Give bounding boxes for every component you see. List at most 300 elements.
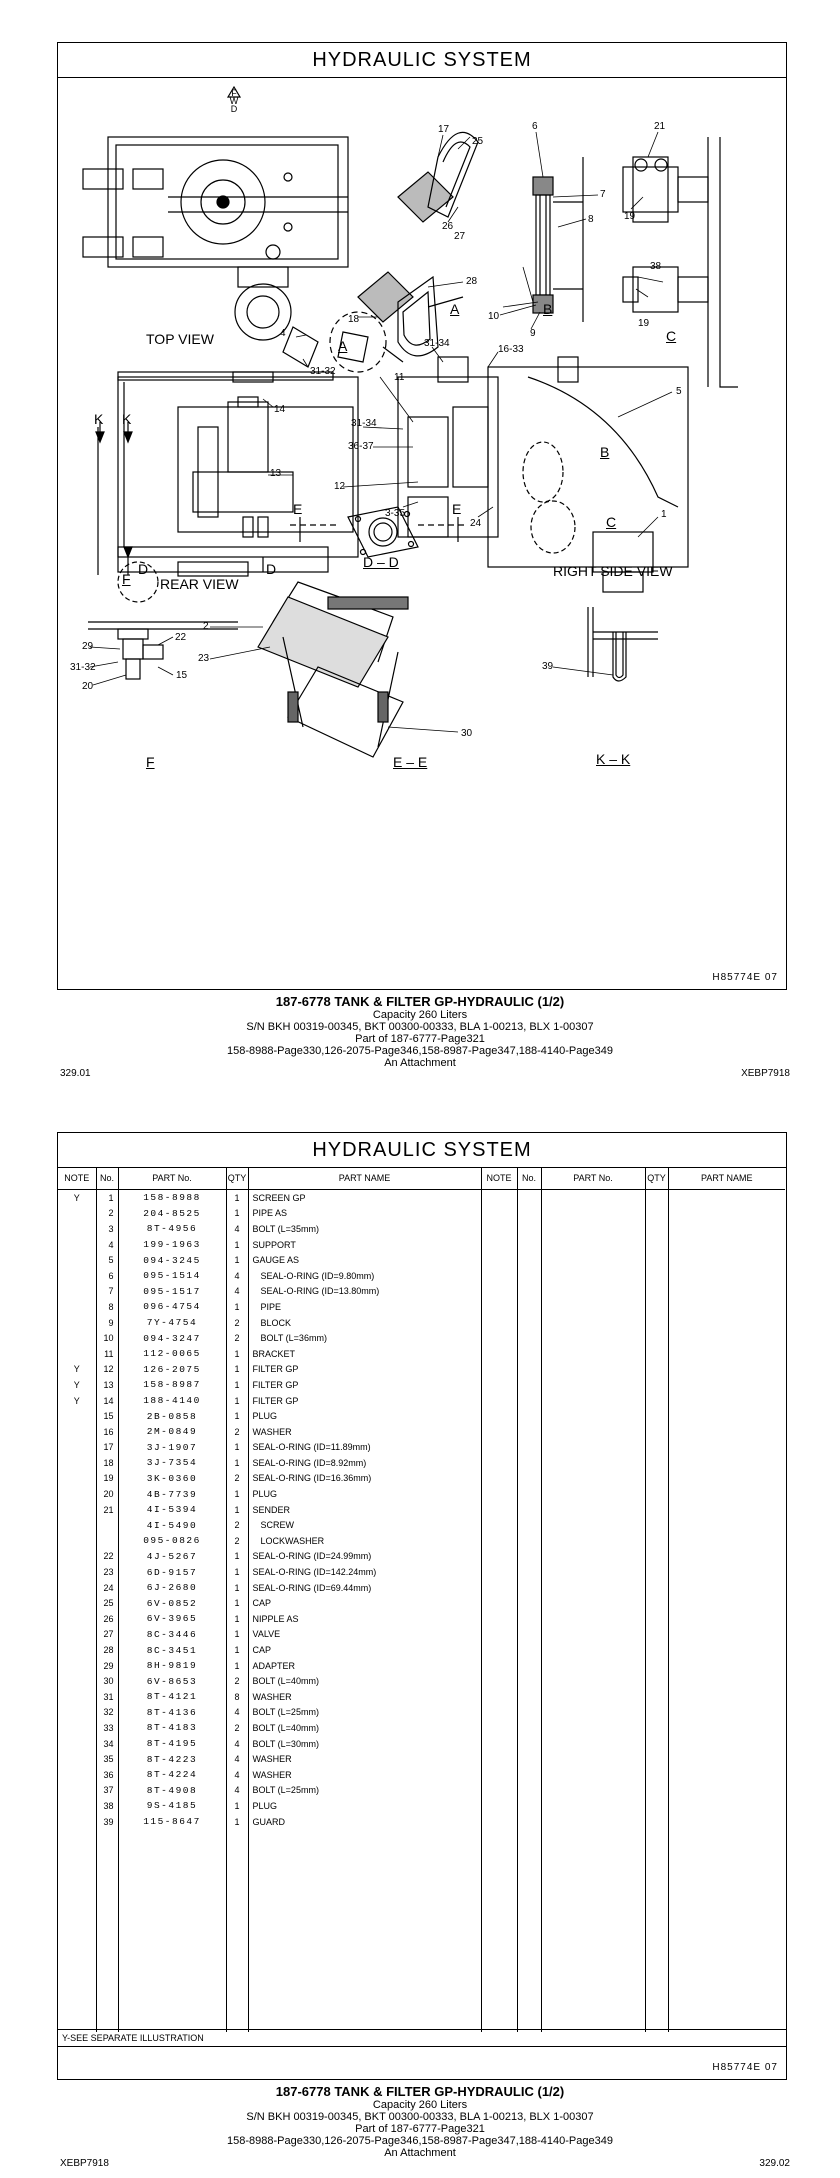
empty-cell [541, 1970, 645, 1986]
empty-cell [481, 1533, 517, 1549]
caption-capacity: Capacity 260 Liters [372, 2099, 468, 2111]
table-row [58, 1549, 785, 1565]
cell-no: 36 [96, 1767, 118, 1783]
callout: 20 [82, 681, 94, 692]
callout: 4 [280, 328, 286, 339]
empty-cell [517, 1798, 541, 1814]
cell-pn: 188-4140 [118, 1393, 226, 1409]
cell-pn: 4I-5394 [118, 1502, 226, 1518]
empty-cell [481, 1783, 517, 1799]
empty-cell [645, 1284, 668, 1300]
empty-cell [481, 1798, 517, 1814]
empty-cell [668, 1533, 785, 1549]
cell-name [248, 1939, 481, 1955]
cell-note [58, 2001, 96, 2017]
cell-no: 30 [96, 1673, 118, 1689]
empty-cell [668, 1611, 785, 1627]
empty-cell [541, 1408, 645, 1424]
table-row [58, 1252, 785, 1268]
empty-cell [541, 1658, 645, 1674]
cell-name: LOCKWASHER [248, 1533, 481, 1549]
callout: 29 [82, 641, 94, 652]
cell-qty: 1 [226, 1377, 248, 1393]
section-d-left: D [138, 561, 149, 577]
cell-pn: 6V-0852 [118, 1595, 226, 1611]
cell-qty: 1 [226, 1814, 248, 1830]
empty-cell [668, 1237, 785, 1253]
cell-no: 2 [96, 1206, 118, 1222]
empty-cell [517, 1985, 541, 2001]
cell-name [248, 2001, 481, 2017]
empty-cell [517, 1206, 541, 1222]
cell-name: SCREW [248, 1517, 481, 1533]
cell-note [58, 1923, 96, 1939]
cell-no: 32 [96, 1705, 118, 1721]
figure-code: H85774E 07 [712, 972, 778, 983]
empty-cell [645, 1595, 668, 1611]
cell-no: 22 [96, 1549, 118, 1565]
empty-cell [541, 1923, 645, 1939]
cell-name [248, 1954, 481, 1970]
cell-pn: 9S-4185 [118, 1798, 226, 1814]
empty-cell [481, 1221, 517, 1237]
col-part-name-2: PART NAME [668, 1167, 785, 1190]
cell-note [58, 1502, 96, 1518]
table-row [58, 1440, 785, 1456]
table-row [58, 1907, 785, 1923]
callout: 12 [334, 481, 346, 492]
cell-qty: 4 [226, 1221, 248, 1237]
cell-no: 6 [96, 1268, 118, 1284]
callout: 15 [176, 670, 188, 681]
cell-no: 25 [96, 1595, 118, 1611]
cell-no: 13 [96, 1377, 118, 1393]
empty-cell [481, 1985, 517, 2001]
empty-cell [517, 1221, 541, 1237]
cell-no [96, 1533, 118, 1549]
empty-cell [541, 1471, 645, 1487]
cell-name [248, 1985, 481, 2001]
empty-cell [541, 1486, 645, 1502]
empty-cell [517, 1642, 541, 1658]
empty-cell [645, 1221, 668, 1237]
empty-cell [668, 1798, 785, 1814]
cell-no: 34 [96, 1736, 118, 1752]
cell-name [248, 1845, 481, 1861]
table-row [58, 1580, 785, 1596]
empty-cell [481, 1642, 517, 1658]
table-row [58, 1362, 785, 1378]
empty-cell [541, 1751, 645, 1767]
table-row [58, 1221, 785, 1237]
empty-cell [517, 1907, 541, 1923]
table-row [58, 1393, 785, 1409]
right-side-view-label: RIGHT SIDE VIEW [553, 563, 673, 579]
cell-note [58, 1440, 96, 1456]
callout: 18 [348, 314, 360, 325]
cell-note [58, 1705, 96, 1721]
empty-cell [517, 1689, 541, 1705]
cell-no [96, 1954, 118, 1970]
cell-note [58, 1408, 96, 1424]
empty-cell [668, 1876, 785, 1892]
empty-cell [481, 1284, 517, 1300]
table-row [58, 1533, 785, 1549]
table-row [58, 1876, 785, 1892]
empty-cell [645, 1190, 668, 1206]
empty-cell [668, 1517, 785, 1533]
cell-pn: 8T-4223 [118, 1751, 226, 1767]
cell-pn: 6V-8653 [118, 1673, 226, 1689]
cell-qty: 1 [226, 1549, 248, 1565]
cell-pn: 8H-9819 [118, 1658, 226, 1674]
cell-note [58, 1658, 96, 1674]
cell-note: Y [58, 1362, 96, 1378]
section-kk-label: K – K [596, 751, 631, 767]
empty-cell [541, 1876, 645, 1892]
cell-note [58, 1221, 96, 1237]
caption-serial: S/N BKH 00319-00345, BKT 00300-00333, BLA 1-00213, BLX 1-00307 [246, 1021, 594, 1033]
cell-qty: 1 [226, 1237, 248, 1253]
cell-name: BRACKET [248, 1346, 481, 1362]
empty-cell [481, 1393, 517, 1409]
cell-qty: 2 [226, 1330, 248, 1346]
empty-cell [645, 1627, 668, 1643]
empty-cell [645, 1923, 668, 1939]
footnote-divider-lower [58, 2046, 786, 2047]
empty-cell [481, 1720, 517, 1736]
cell-qty: 4 [226, 1268, 248, 1284]
cell-no: 29 [96, 1658, 118, 1674]
empty-cell [517, 1595, 541, 1611]
empty-cell [668, 1720, 785, 1736]
empty-cell [668, 1580, 785, 1596]
empty-cell [668, 1377, 785, 1393]
empty-cell [541, 2001, 645, 2017]
cell-name: FILTER GP [248, 1377, 481, 1393]
cell-pn: 6D-9157 [118, 1564, 226, 1580]
empty-cell [645, 2001, 668, 2017]
table-row [58, 1798, 785, 1814]
empty-cell [668, 1206, 785, 1222]
empty-cell [645, 1720, 668, 1736]
empty-cell [645, 1206, 668, 1222]
empty-cell [481, 1627, 517, 1643]
cell-qty [226, 1845, 248, 1861]
cell-note [58, 1861, 96, 1877]
cell-name: CAP [248, 1595, 481, 1611]
callout: 38 [650, 261, 662, 272]
cell-name: GUARD [248, 1814, 481, 1830]
empty-cell [645, 1939, 668, 1955]
col-no: No. [96, 1167, 118, 1190]
cell-no [96, 1907, 118, 1923]
empty-cell [668, 1736, 785, 1752]
empty-cell [645, 1767, 668, 1783]
table-row [58, 1190, 785, 1206]
callout: 17 [438, 124, 450, 135]
parts-table [58, 1167, 785, 2032]
callout: 25 [472, 136, 484, 147]
cell-qty: 1 [226, 1455, 248, 1471]
cell-no: 5 [96, 1252, 118, 1268]
table-row [58, 1377, 785, 1393]
table-row [58, 1502, 785, 1518]
cell-qty: 4 [226, 1751, 248, 1767]
empty-cell [541, 1237, 645, 1253]
cell-note [58, 1580, 96, 1596]
cell-pn [118, 1907, 226, 1923]
empty-cell [481, 1424, 517, 1440]
cell-note [58, 1673, 96, 1689]
cell-pn: 3J-1907 [118, 1440, 226, 1456]
empty-cell [481, 1939, 517, 1955]
cell-qty: 4 [226, 1284, 248, 1300]
empty-cell [645, 1985, 668, 2001]
parts-body [58, 1190, 785, 2033]
table-row [58, 1330, 785, 1346]
cell-note [58, 1206, 96, 1222]
empty-cell [517, 1549, 541, 1565]
empty-cell [668, 1892, 785, 1908]
empty-cell [541, 1330, 645, 1346]
table-row [58, 1346, 785, 1362]
cell-qty: 4 [226, 1736, 248, 1752]
empty-cell [541, 1783, 645, 1799]
empty-cell [517, 1580, 541, 1596]
empty-cell [541, 1861, 645, 1877]
footnote: Y-SEE SEPARATE ILLUSTRATION [62, 2033, 204, 2043]
cell-pn [118, 1923, 226, 1939]
empty-cell [645, 1845, 668, 1861]
table-row [58, 1673, 785, 1689]
cell-note [58, 1720, 96, 1736]
cell-no [96, 1985, 118, 2001]
empty-cell [645, 1892, 668, 1908]
empty-cell [541, 1377, 645, 1393]
empty-cell [668, 1970, 785, 1986]
cell-note [58, 1533, 96, 1549]
cell-qty: 1 [226, 1502, 248, 1518]
empty-cell [541, 1611, 645, 1627]
callout: 3-35 [385, 508, 406, 519]
empty-cell [668, 1861, 785, 1877]
col-note: NOTE [58, 1167, 96, 1190]
empty-cell [668, 1190, 785, 1206]
empty-cell [517, 1892, 541, 1908]
empty-cell [645, 1408, 668, 1424]
cell-note [58, 1814, 96, 1830]
empty-cell [541, 1580, 645, 1596]
cell-name: GAUGE AS [248, 1252, 481, 1268]
empty-cell [517, 1440, 541, 1456]
cell-pn: 8T-4224 [118, 1767, 226, 1783]
cell-qty: 1 [226, 1486, 248, 1502]
empty-cell [668, 1408, 785, 1424]
cell-note [58, 1783, 96, 1799]
empty-cell [645, 1455, 668, 1471]
cell-pn: 095-1517 [118, 1284, 226, 1300]
table-row [58, 1268, 785, 1284]
callout: 11 [394, 372, 405, 383]
callout: 31-34 [351, 418, 377, 429]
cell-pn: 158-8988 [118, 1190, 226, 1206]
callout: 28 [466, 276, 478, 287]
cell-note [58, 1549, 96, 1565]
empty-cell [481, 1876, 517, 1892]
empty-cell [481, 1705, 517, 1721]
empty-cell [668, 1549, 785, 1565]
cell-pn: 7Y-4754 [118, 1315, 226, 1331]
table-row [58, 2001, 785, 2017]
empty-cell [645, 1502, 668, 1518]
empty-cell [517, 1814, 541, 1830]
empty-cell [541, 1627, 645, 1643]
cell-name: BOLT (L=35mm) [248, 1221, 481, 1237]
empty-cell [481, 1845, 517, 1861]
empty-cell [481, 1190, 517, 1206]
cell-note [58, 1268, 96, 1284]
cell-no: 39 [96, 1814, 118, 1830]
empty-cell [541, 1907, 645, 1923]
empty-cell [481, 1595, 517, 1611]
cell-no: 3 [96, 1221, 118, 1237]
cell-name: PLUG [248, 1798, 481, 1814]
empty-cell [668, 1814, 785, 1830]
cell-qty [226, 1970, 248, 1986]
empty-cell [645, 1705, 668, 1721]
cell-qty: 4 [226, 1783, 248, 1799]
callout: 21 [654, 121, 666, 132]
cell-note [58, 1346, 96, 1362]
cell-note [58, 1611, 96, 1627]
cell-pn: 8T-4195 [118, 1736, 226, 1752]
cell-no [96, 1845, 118, 1861]
cell-no: 19 [96, 1471, 118, 1487]
empty-cell [541, 1689, 645, 1705]
callout: 2 [203, 621, 209, 632]
callout: 27 [454, 231, 466, 242]
empty-cell [541, 1705, 645, 1721]
empty-cell [645, 1330, 668, 1346]
empty-cell [541, 1954, 645, 1970]
caption-title: 187-6778 TANK & FILTER GP-HYDRAULIC (1/2) [275, 994, 565, 1009]
empty-cell [517, 1330, 541, 1346]
table-row [58, 1564, 785, 1580]
page-code-left: XEBP7918 [60, 2158, 109, 2169]
rear-view-label: REAR VIEW [160, 576, 239, 592]
cell-note [58, 1907, 96, 1923]
cell-name: SEAL-O-RING (ID=16.36mm) [248, 1471, 481, 1487]
cell-pn: 096-4754 [118, 1299, 226, 1315]
cell-qty: 1 [226, 1190, 248, 1206]
cell-qty [226, 1985, 248, 2001]
empty-cell [517, 1486, 541, 1502]
cell-name: SEAL-O-RING (ID=11.89mm) [248, 1440, 481, 1456]
empty-cell [481, 1206, 517, 1222]
cell-no: 26 [96, 1611, 118, 1627]
cell-no: 20 [96, 1486, 118, 1502]
cell-note [58, 1330, 96, 1346]
cell-qty [226, 1954, 248, 1970]
empty-cell [517, 1393, 541, 1409]
table-row [58, 1814, 785, 1830]
empty-cell [481, 1299, 517, 1315]
empty-cell [668, 1284, 785, 1300]
footnote-divider [58, 2029, 786, 2030]
cell-no: 33 [96, 1720, 118, 1736]
empty-cell [668, 1268, 785, 1284]
empty-cell [517, 1362, 541, 1378]
cell-no [96, 1876, 118, 1892]
empty-cell [645, 1580, 668, 1596]
empty-cell [517, 1954, 541, 1970]
empty-cell [541, 1517, 645, 1533]
empty-cell [517, 1767, 541, 1783]
callout: 31-32 [310, 366, 336, 377]
cell-name: BOLT (L=30mm) [248, 1736, 481, 1752]
empty-cell [668, 1424, 785, 1440]
empty-cell [668, 1829, 785, 1845]
table-row [58, 1720, 785, 1736]
cell-note [58, 1455, 96, 1471]
empty-cell [668, 1767, 785, 1783]
table-row [58, 1658, 785, 1674]
cell-pn: 8C-3451 [118, 1642, 226, 1658]
table-row [58, 1299, 785, 1315]
callout: 23 [198, 653, 210, 664]
empty-cell [481, 1923, 517, 1939]
cell-no: 1 [96, 1190, 118, 1206]
empty-cell [668, 1658, 785, 1674]
cell-pn [118, 1861, 226, 1877]
empty-cell [517, 1845, 541, 1861]
empty-cell [517, 1783, 541, 1799]
empty-cell [541, 1424, 645, 1440]
cell-qty: 1 [226, 1798, 248, 1814]
empty-cell [541, 1533, 645, 1549]
callout: 16-33 [498, 344, 524, 355]
parts-list-page [0, 1090, 840, 2178]
empty-cell [541, 1299, 645, 1315]
empty-cell [668, 1440, 785, 1456]
cell-name: FILTER GP [248, 1393, 481, 1409]
empty-cell [481, 1892, 517, 1908]
section-ee-label: E – E [393, 754, 428, 770]
empty-cell [517, 1564, 541, 1580]
table-row [58, 1315, 785, 1331]
caption-part-of: Part of 187-6777-Page321 [355, 2123, 485, 2135]
cell-no [96, 1939, 118, 1955]
cell-qty: 1 [226, 1658, 248, 1674]
empty-cell [645, 1829, 668, 1845]
empty-cell [517, 1408, 541, 1424]
cell-note [58, 1517, 96, 1533]
cell-no: 8 [96, 1299, 118, 1315]
col-note-2: NOTE [481, 1167, 517, 1190]
col-no-2: No. [517, 1167, 541, 1190]
empty-cell [668, 1595, 785, 1611]
cell-no: 10 [96, 1330, 118, 1346]
cell-pn [118, 2001, 226, 2017]
cell-no [96, 1923, 118, 1939]
empty-cell [541, 1564, 645, 1580]
callout: 19 [624, 211, 636, 222]
table-row [58, 1861, 785, 1877]
cell-note [58, 1970, 96, 1986]
cell-no [96, 1970, 118, 1986]
empty-cell [541, 1845, 645, 1861]
